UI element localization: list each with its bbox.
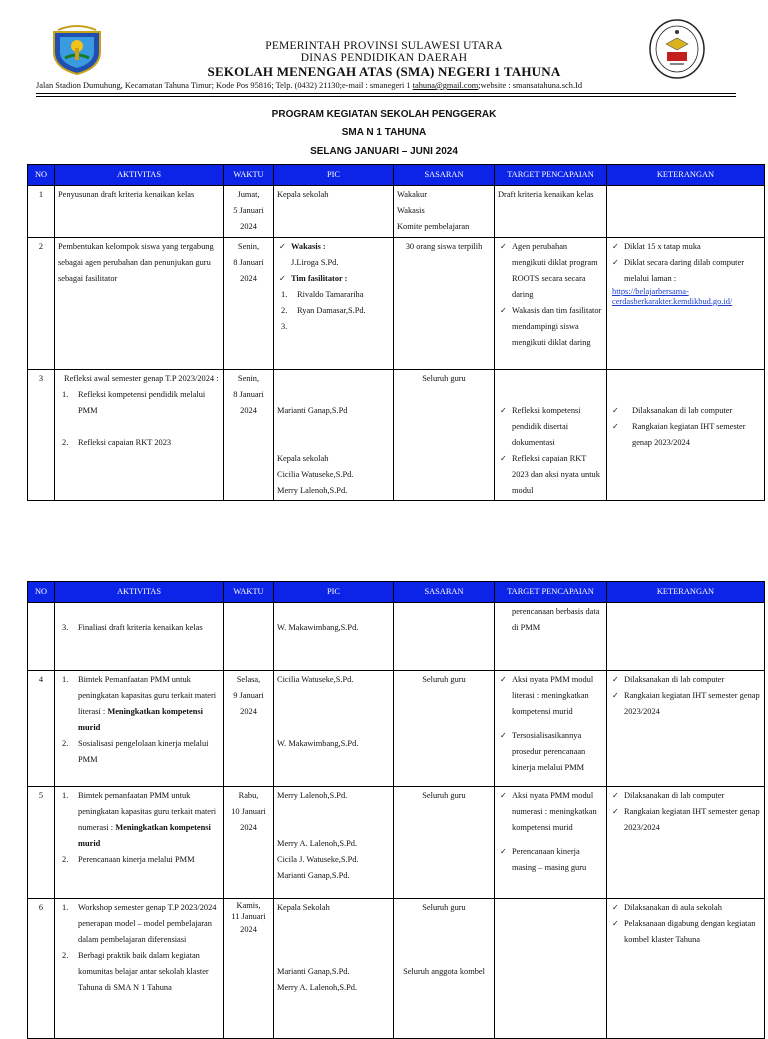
check-item: ✓ Pelaksanaan digabung dengan kegiatan kombel klaster Tahuna xyxy=(610,916,761,948)
check-item: ✓ Refleksi capaian RKT 2023 dan aksi nyata untuk modul xyxy=(498,451,603,499)
row-no: 4 xyxy=(28,671,55,787)
row-keterangan xyxy=(607,671,765,787)
check-item: ✓ Aksi nyata PMM modul literasi : meningkatkan kompetensi murid xyxy=(498,672,603,720)
letterhead-rule xyxy=(36,93,736,94)
letterhead-line-2: DINAS PENDIDIKAN DAERAH xyxy=(300,52,468,64)
table-row xyxy=(28,238,765,370)
col-header-target: TARGET PENCAPAIAN xyxy=(495,165,607,186)
col-header-waktu: WAKTU xyxy=(224,582,274,603)
table-row xyxy=(28,899,765,1039)
row-pic: Kepala sekolah xyxy=(274,186,394,238)
row-no: 2 xyxy=(28,238,55,370)
col-header-aktivitas: AKTIVITAS xyxy=(55,165,224,186)
row-keterangan xyxy=(607,603,765,671)
row-no xyxy=(28,603,55,671)
row-aktivitas: Penyusunan draft kriteria kenaikan kelas xyxy=(55,186,224,238)
email-link[interactable]: tahuna@gmail.com xyxy=(412,81,479,90)
col-header-keterangan: KETERANGAN xyxy=(607,582,765,603)
row-target xyxy=(495,370,607,501)
website-text: ;website : smansatahuna.sch.Id xyxy=(478,81,583,90)
program-table-page-1 xyxy=(27,164,765,501)
program-table-page-2 xyxy=(27,581,765,1039)
row-waktu: Senin, 8 Januari 2024 xyxy=(224,370,274,501)
row-keterangan xyxy=(607,787,765,899)
row-sasaran: Wakakur Wakasis Komite pembelajaran xyxy=(394,186,495,238)
row-waktu: Senin, 8 Januari 2024 xyxy=(224,238,274,370)
row-sasaran: Seluruh guru Seluruh anggota kombel xyxy=(394,899,495,1039)
row-waktu: Rabu, 10 Januari 2024 xyxy=(224,787,274,899)
check-item: ✓ Perencanaan kinerja masing – masing guru xyxy=(498,844,603,876)
letterhead xyxy=(0,18,768,98)
row-sasaran: Seluruh guru xyxy=(394,370,495,501)
col-header-no: NO xyxy=(28,582,55,603)
elearning-link[interactable]: https://belajarbersama-cerdasberkarakter.kemdikbud.go.id/ xyxy=(612,287,733,306)
row-waktu: Kamis, 11 Januari 2024 xyxy=(224,899,274,1039)
row-target xyxy=(495,671,607,787)
row-aktivitas: 1. Bimtek Pemanfaatan PMM untuk peningkatan kapasitas guru terkait materi literasi : Meningkatkan kompetensi murid 2. Sosialisasi pengelolaan kinerja melalui PMM xyxy=(55,671,224,787)
pic-fasilitator-heading: ✓ Tim fasilitator : xyxy=(277,271,390,287)
row-waktu: Jumat, 5 Januari 2024 xyxy=(224,186,274,238)
col-header-pic: PIC xyxy=(274,582,394,603)
col-header-waktu: WAKTU xyxy=(224,165,274,186)
row-pic: Kepala Sekolah Marianti Ganap,S.Pd. Merry A. Lalenoh,S.Pd. xyxy=(274,899,394,1039)
col-header-sasaran: SASARAN xyxy=(394,165,495,186)
row-waktu xyxy=(224,603,274,671)
table-row xyxy=(28,186,765,238)
row-sasaran: 30 orang siswa terpilih xyxy=(394,238,495,370)
letterhead-school-name: SEKOLAH MENENGAH ATAS (SMA) NEGERI 1 TAHUNA xyxy=(207,64,561,79)
row-aktivitas: 1. Workshop semester genap T.P 2023/2024 penerapan model – model pembelajaran dalam pembelajaran diferensiasi 2. Berbagi praktik baik dalam kegiatan komunitas belajar antar sekolah klaster Tahuna di SMA N 1 Tahuna xyxy=(55,899,224,1039)
row-target xyxy=(495,899,607,1039)
check-item: ✓ Tersosialisasikannya prosedur perencanaan kinerja melalui PMM xyxy=(498,728,603,776)
letterhead-line-1: PEMERINTAH PROVINSI SULAWESI UTARA xyxy=(265,40,503,52)
check-item: ✓ Aksi nyata PMM modul numerasi : meningkatkan kompetensi murid xyxy=(498,788,603,836)
row-no: 1 xyxy=(28,186,55,238)
col-header-pic: PIC xyxy=(274,165,394,186)
row-target xyxy=(495,238,607,370)
doc-title-line-3: SELANG JANUARI – JUNI 2024 xyxy=(310,146,458,157)
table-row xyxy=(28,603,765,671)
row-keterangan xyxy=(607,238,765,370)
check-item: ✓ Dilaksanakan di lab computer xyxy=(610,788,761,804)
row-pic: Merry Lalenoh,S.Pd. Merry A. Lalenoh,S.Pd. Cicila J. Watuseke,S.Pd. Marianti Ganap,S.Pd. xyxy=(274,787,394,899)
row-target: Draft kriteria kenaikan kelas xyxy=(495,186,607,238)
table-header-row xyxy=(28,165,765,186)
school-seal-icon xyxy=(648,18,706,80)
row-waktu: Selasa, 9 Januari 2024 xyxy=(224,671,274,787)
row-target: perencanaan berbasis data di PMM xyxy=(495,603,607,671)
row-aktivitas: 3. Finaliasi draft kriteria kenaikan kelas xyxy=(55,603,224,671)
check-item: ✓ Wakasis dan tim fasilitator mendampingi siswa mengikuti diklat daring xyxy=(498,303,603,351)
check-item: ✓ Dilaksanakan di lab computer xyxy=(610,403,761,419)
row-pic: ✓ Wakasis : J.Liroga S.Pd. ✓ Tim fasilitator : 1. Rivaldo Tamarariha 2. Ryan Damasar,S.Pd. 3. xyxy=(274,238,394,370)
row-target xyxy=(495,787,607,899)
row-sasaran xyxy=(394,603,495,671)
check-item: ✓ Dilaksanakan di lab computer xyxy=(610,672,761,688)
check-item: ✓ Agen perubahan mengikuti diklat program ROOTS secara secara daring xyxy=(498,239,603,303)
col-header-no: NO xyxy=(28,165,55,186)
row-keterangan xyxy=(607,899,765,1039)
letterhead-rule-thin xyxy=(36,96,736,97)
row-keterangan xyxy=(607,370,765,501)
row-aktivitas: Refleksi awal semester genap T.P 2023/2024 : 1. Refleksi kompetensi pendidik melalui PMM 2. Refleksi capaian RKT 2023 xyxy=(55,370,224,501)
check-item: ✓ Diklat secara daring dilab computer melalui laman : xyxy=(610,255,761,287)
col-header-keterangan: KETERANGAN xyxy=(607,165,765,186)
col-header-aktivitas: AKTIVITAS xyxy=(55,582,224,603)
row-pic: Marianti Ganap,S.Pd Kepala sekolah Cicilia Watuseke,S.Pd. Merry Lalenoh,S.Pd. xyxy=(274,370,394,501)
table-row xyxy=(28,671,765,787)
check-item: ✓ Diklat 15 x tatap muka xyxy=(610,239,761,255)
doc-title-line-2: SMA N 1 TAHUNA xyxy=(341,127,427,138)
row-pic: Cicilia Watuseke,S.Pd. W. Makawimbang,S.Pd. xyxy=(274,671,394,787)
row-aktivitas: Pembentukan kelompok siswa yang tergabung sebagai agen perubahan dan penunjukan guru sebagai fasilitator xyxy=(55,238,224,370)
row-aktivitas: 1. Bimtek pemanfaatan PMM untuk peningkatan kapasitas guru terkait materi numerasi : Meningkatkan kompetensi murid 2. Perencanaan kinerja melalui PMM xyxy=(55,787,224,899)
check-item: ✓ Rangkaian kegiatan IHT semester genap 2023/2024 xyxy=(610,688,761,720)
col-header-target: TARGET PENCAPAIAN xyxy=(495,582,607,603)
doc-title-line-1: PROGRAM KEGIATAN SEKOLAH PENGGERAK xyxy=(271,109,497,120)
check-item: ✓ Rangkaian kegiatan IHT semester genap 2023/2024 xyxy=(610,419,761,451)
row-sasaran: Seluruh guru xyxy=(394,787,495,899)
table-row xyxy=(28,787,765,899)
row-no: 5 xyxy=(28,787,55,899)
row-sasaran: Seluruh guru xyxy=(394,671,495,787)
check-item: ✓ Refleksi kompetensi pendidik disertai dokumentasi xyxy=(498,403,603,451)
table-header-row xyxy=(28,582,765,603)
address-text: Jalan Stadion Dumuhung, Kecamatan Tahuna Timur; Kode Pos 95816; Telp. (0432) 21130;e-mail : smanegeri 1 xyxy=(36,81,413,90)
col-header-sasaran: SASARAN xyxy=(394,582,495,603)
table-row xyxy=(28,370,765,501)
row-no: 3 xyxy=(28,370,55,501)
row-no: 6 xyxy=(28,899,55,1039)
row-pic: W. Makawimbang,S.Pd. xyxy=(274,603,394,671)
pic-wakasis-heading: ✓ Wakasis : xyxy=(277,239,390,255)
row-keterangan xyxy=(607,186,765,238)
letterhead-address xyxy=(36,81,736,90)
check-item: ✓ Dilaksanakan di aula sekolah xyxy=(610,900,761,916)
check-item: ✓ Rangkaian kegiatan IHT semester genap 2023/2024 xyxy=(610,804,761,836)
